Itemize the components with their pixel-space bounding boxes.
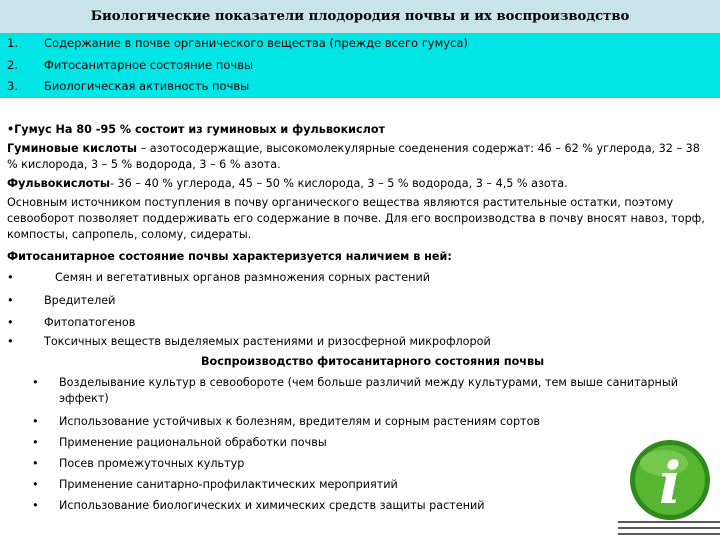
humus-heading: •Гумус На 80 -95 % состоит из гуминовых и фульвокислот: [7, 123, 386, 136]
numbered-item: [0, 76, 700, 96]
bullet-marker: •: [32, 478, 39, 491]
organic-source-paragraph: Основным источником поступления в почву органического вещества являются растительные остатки, поэтому севооборот позволяет поддерживать его содержание в почве. Для его воспроизводства в почву вносят навоз, торф, компосты, сапропель, солому, сидераты.: [7, 196, 705, 241]
bullet-marker: •: [32, 376, 39, 389]
numbered-item: [0, 55, 700, 75]
numbered-list-panel: [0, 33, 720, 98]
bullet-marker: •: [32, 457, 39, 470]
item-number: 3.: [7, 79, 18, 93]
fulvic-acids-text: - 36 – 40 % углерода, 45 – 50 % кислорода, 3 – 5 % водорода, 3 – 4,5 % азота.: [109, 177, 568, 190]
phyto-item-text: Семян и вегетативных органов размножения сорных растений: [55, 271, 430, 284]
fulvic-acids-term: Фульвокислоты: [7, 177, 110, 190]
phyto-item-text: Вредителей: [44, 294, 116, 307]
reproduction-item-text: Посев промежуточных культур: [59, 457, 245, 470]
item-number: 2.: [7, 58, 18, 72]
bullet-marker: •: [7, 294, 14, 307]
reproduction-heading: Воспроизводство фитосанитарного состояния почвы: [201, 355, 545, 368]
slide-title-text: Биологические показатели плодородия почвы и их воспроизводство: [90, 9, 630, 24]
info-icon: [612, 430, 720, 540]
item-number: 1.: [7, 36, 18, 50]
humic-acids-term: Гуминовые кислоты: [7, 142, 138, 155]
phyto-item-text: Фитопатогенов: [44, 316, 136, 329]
item-text: Биологическая активность почвы: [44, 79, 250, 93]
reproduction-item-text: Применение санитарно-профилактических мероприятий: [59, 478, 398, 491]
phyto-item-text: Токсичных веществ выделяемых растениями и ризосферной микрофлорой: [44, 335, 491, 348]
fulvic-acids-paragraph: [7, 176, 707, 192]
reproduction-item-text: Применение рациональной обработки почвы: [59, 436, 327, 449]
humic-acids-text: – азотосодержащие, высокомолекулярные соеденения содержат: 46 – 62 % углерода, 32 – 38 % кислорода, 3 – 5 % водорода, 3 – 6 % азота.: [7, 142, 700, 171]
reproduction-item-text: эффект): [59, 392, 109, 405]
bullet-marker: •: [32, 415, 39, 428]
bullet-marker: •: [32, 499, 39, 512]
reproduction-item-text: Использование биологических и химических средств защиты растений: [59, 499, 485, 512]
bullet-marker: •: [7, 271, 14, 284]
reproduction-item-text: Возделывание культур в севообороте (чем больше различий между культурами, тем выше санитарный: [59, 376, 678, 389]
item-text: Фитосанитарное состояние почвы: [44, 58, 254, 72]
slide-title: [0, 0, 720, 33]
bullet-marker: •: [32, 436, 39, 449]
numbered-item: [0, 33, 700, 53]
bullet-marker: •: [7, 335, 14, 348]
humic-acids-paragraph: [7, 141, 707, 173]
info-icon-letter: i: [658, 449, 682, 517]
item-text: Содержание в почве органического вещества (прежде всего гумуса): [44, 36, 468, 50]
humus-section: [7, 122, 707, 243]
phyto-heading: Фитосанитарное состояние почвы характеризуется наличием в ней:: [7, 250, 452, 263]
reproduction-item-text: Использование устойчивых к болезням, вредителям и сорным растениям сортов: [59, 415, 541, 428]
bullet-marker: •: [7, 316, 14, 329]
